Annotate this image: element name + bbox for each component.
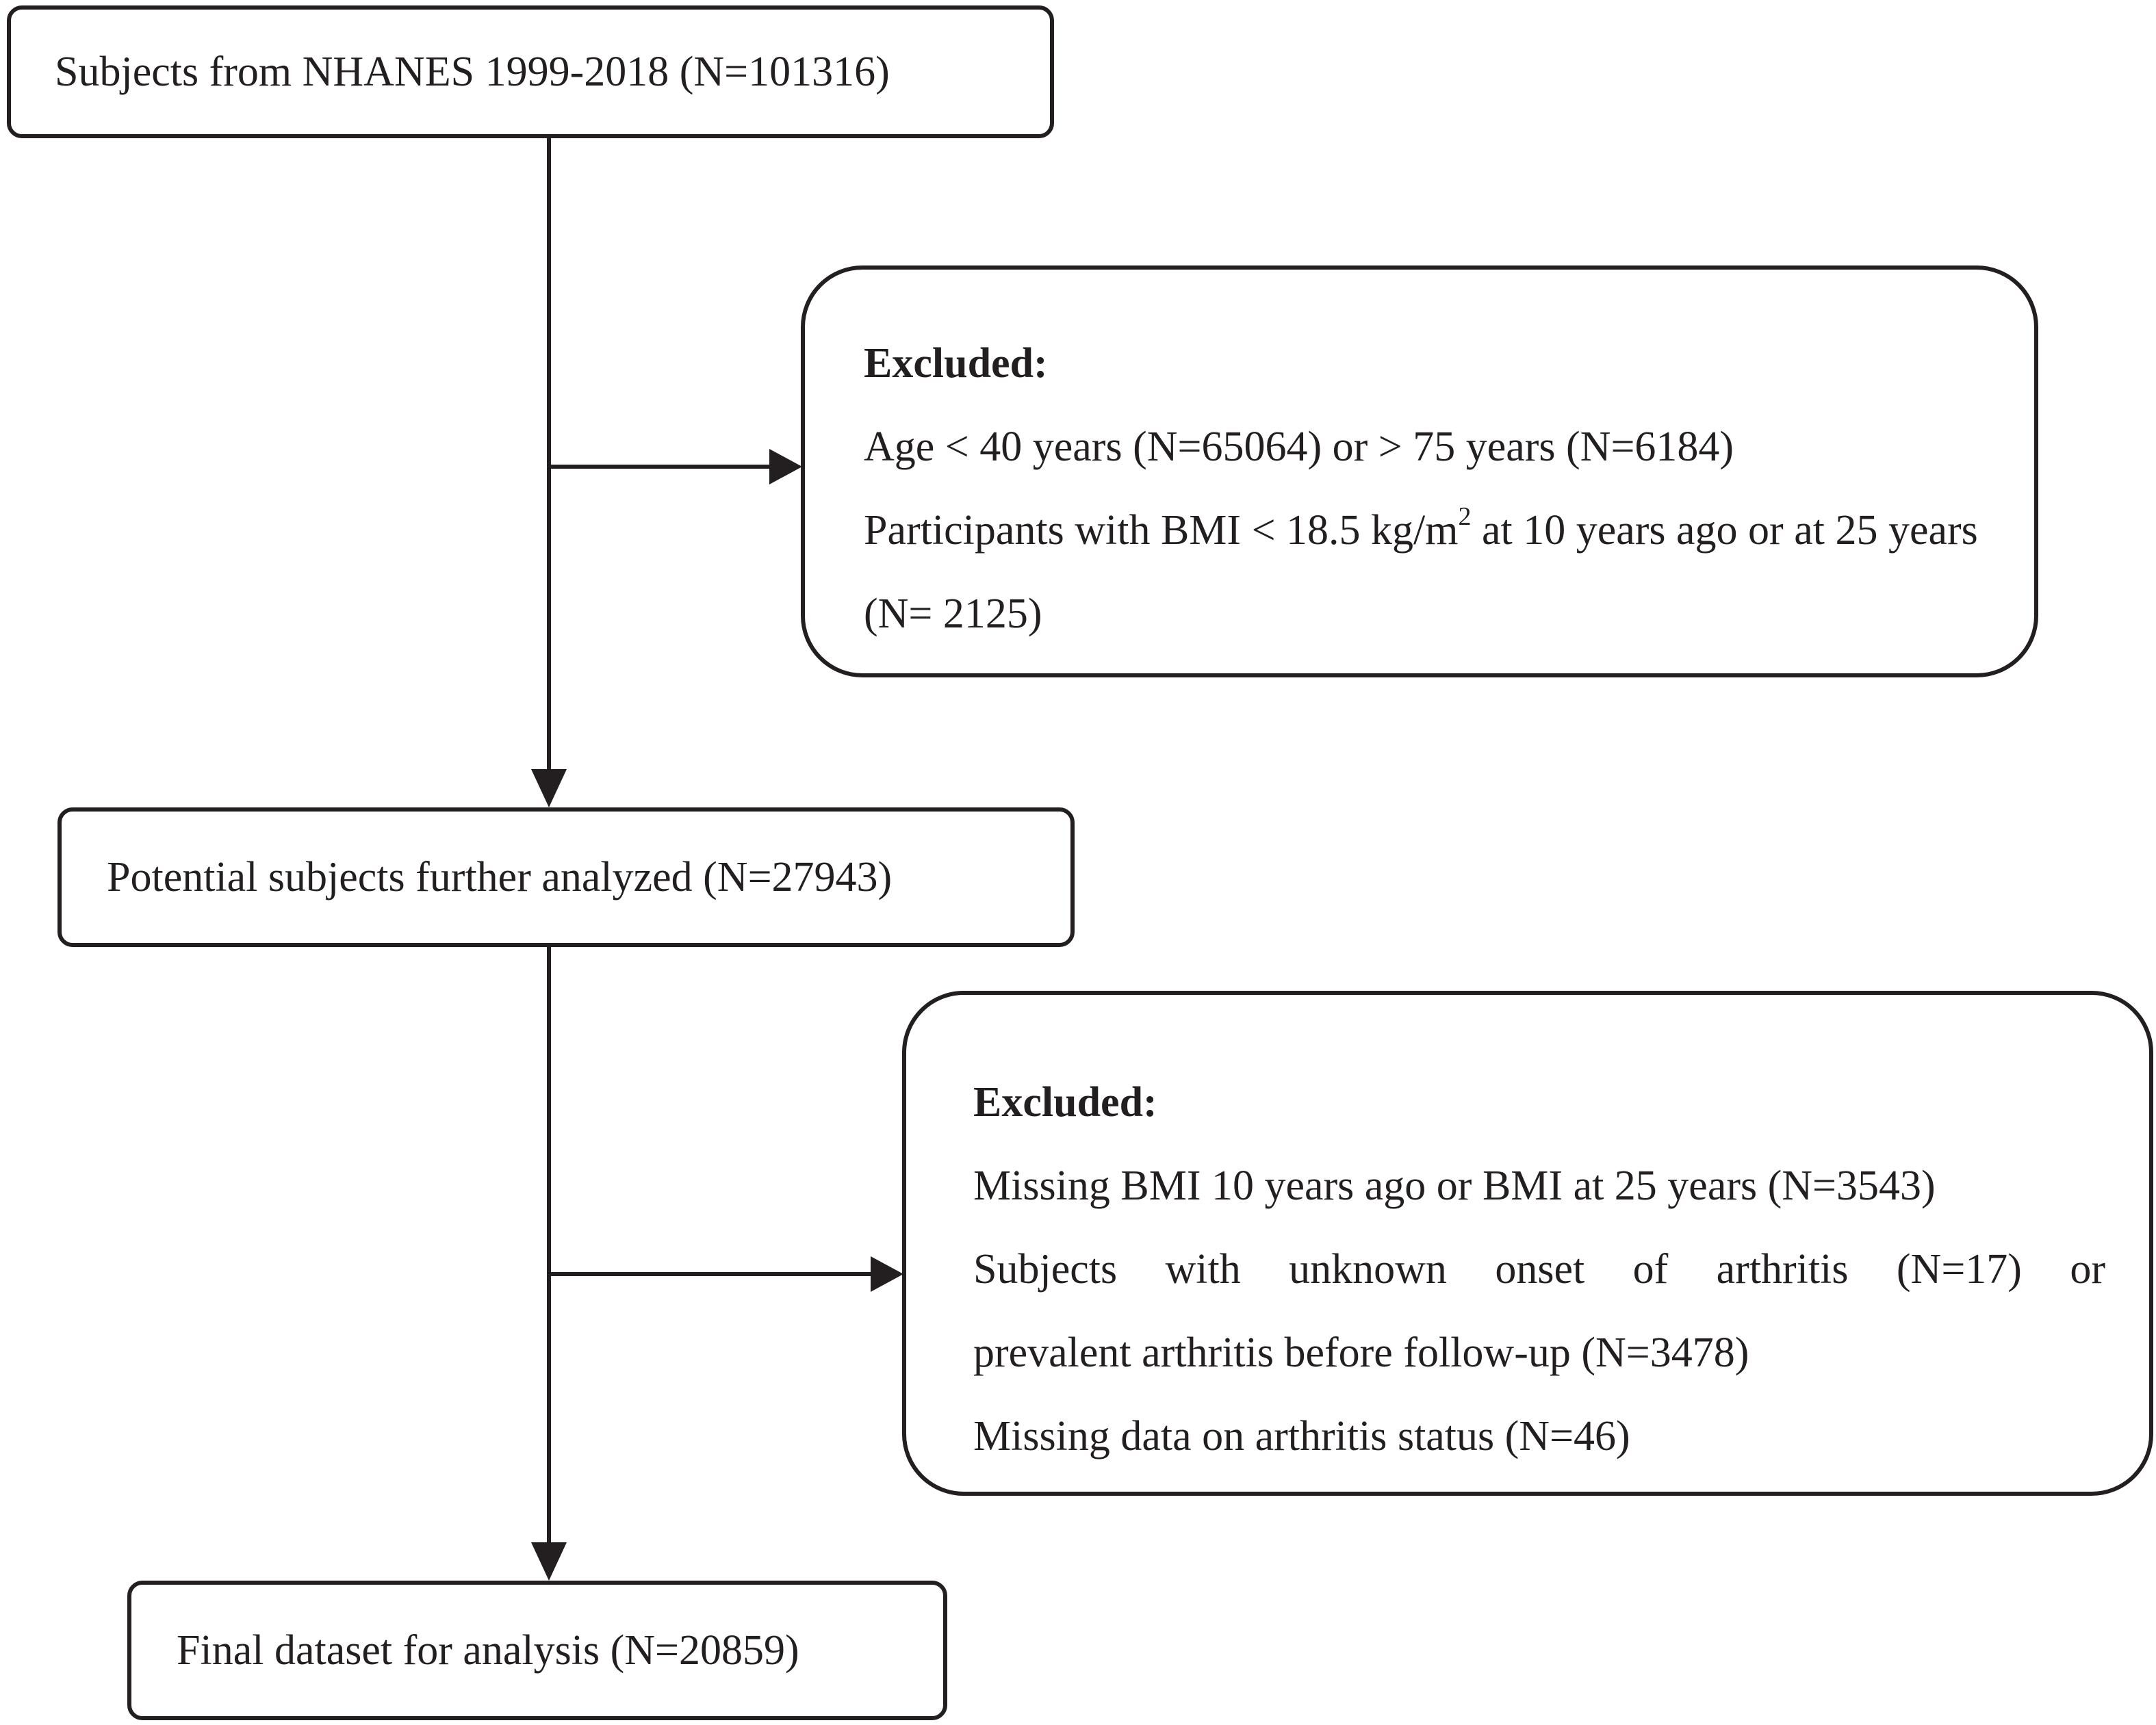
middle-box bbox=[57, 807, 1075, 947]
exclusion-2-item-prevalent-arthritis: prevalent arthritis before follow-up (N=3478) bbox=[973, 1330, 1749, 1376]
exclusion-1-item-bmi-text-a: Participants with BMI < 18.5 kg/m bbox=[864, 507, 1459, 554]
arrowhead-to-final-box bbox=[531, 1542, 567, 1581]
exclusion-2-item-missing-status: Missing data on arthritis status (N=46) bbox=[973, 1413, 1630, 1460]
exclusion-2-title: Excluded: bbox=[973, 1079, 1157, 1126]
start-box bbox=[7, 5, 1054, 138]
arrowhead-to-exclusion-2 bbox=[871, 1256, 903, 1292]
exclusion-2-item-unknown-onset: Subjects with unknown onset of arthritis (N=17) or bbox=[973, 1246, 2105, 1293]
exclusion-1-item-bmi bbox=[864, 489, 1990, 656]
arrowhead-to-exclusion-1 bbox=[769, 449, 802, 484]
final-box bbox=[127, 1581, 947, 1720]
exclusion-1-item-bmi-superscript: 2 bbox=[1458, 502, 1472, 532]
middle-box-label: Potential subjects further analyzed (N=27943) bbox=[107, 853, 893, 900]
exclusion-box-2 bbox=[902, 991, 2153, 1496]
exclusion-2-item-missing-bmi: Missing BMI 10 years ago or BMI at 25 years (N=3543) bbox=[973, 1163, 1936, 1209]
exclusion-1-item-age: Age < 40 years (N=65064) or > 75 years (N=6184) bbox=[864, 424, 1734, 470]
final-box-label: Final dataset for analysis (N=20859) bbox=[177, 1626, 799, 1674]
start-box-label: Subjects from NHANES 1999-2018 (N=101316) bbox=[55, 48, 890, 95]
exclusion-box-1 bbox=[801, 265, 2038, 677]
exclusion-1-item-bmi-text-b: at 10 years ago or at 25 years (N= 2125) bbox=[864, 507, 1978, 637]
exclusion-1-title: Excluded: bbox=[864, 340, 1048, 387]
arrowhead-to-middle-box bbox=[531, 769, 567, 807]
